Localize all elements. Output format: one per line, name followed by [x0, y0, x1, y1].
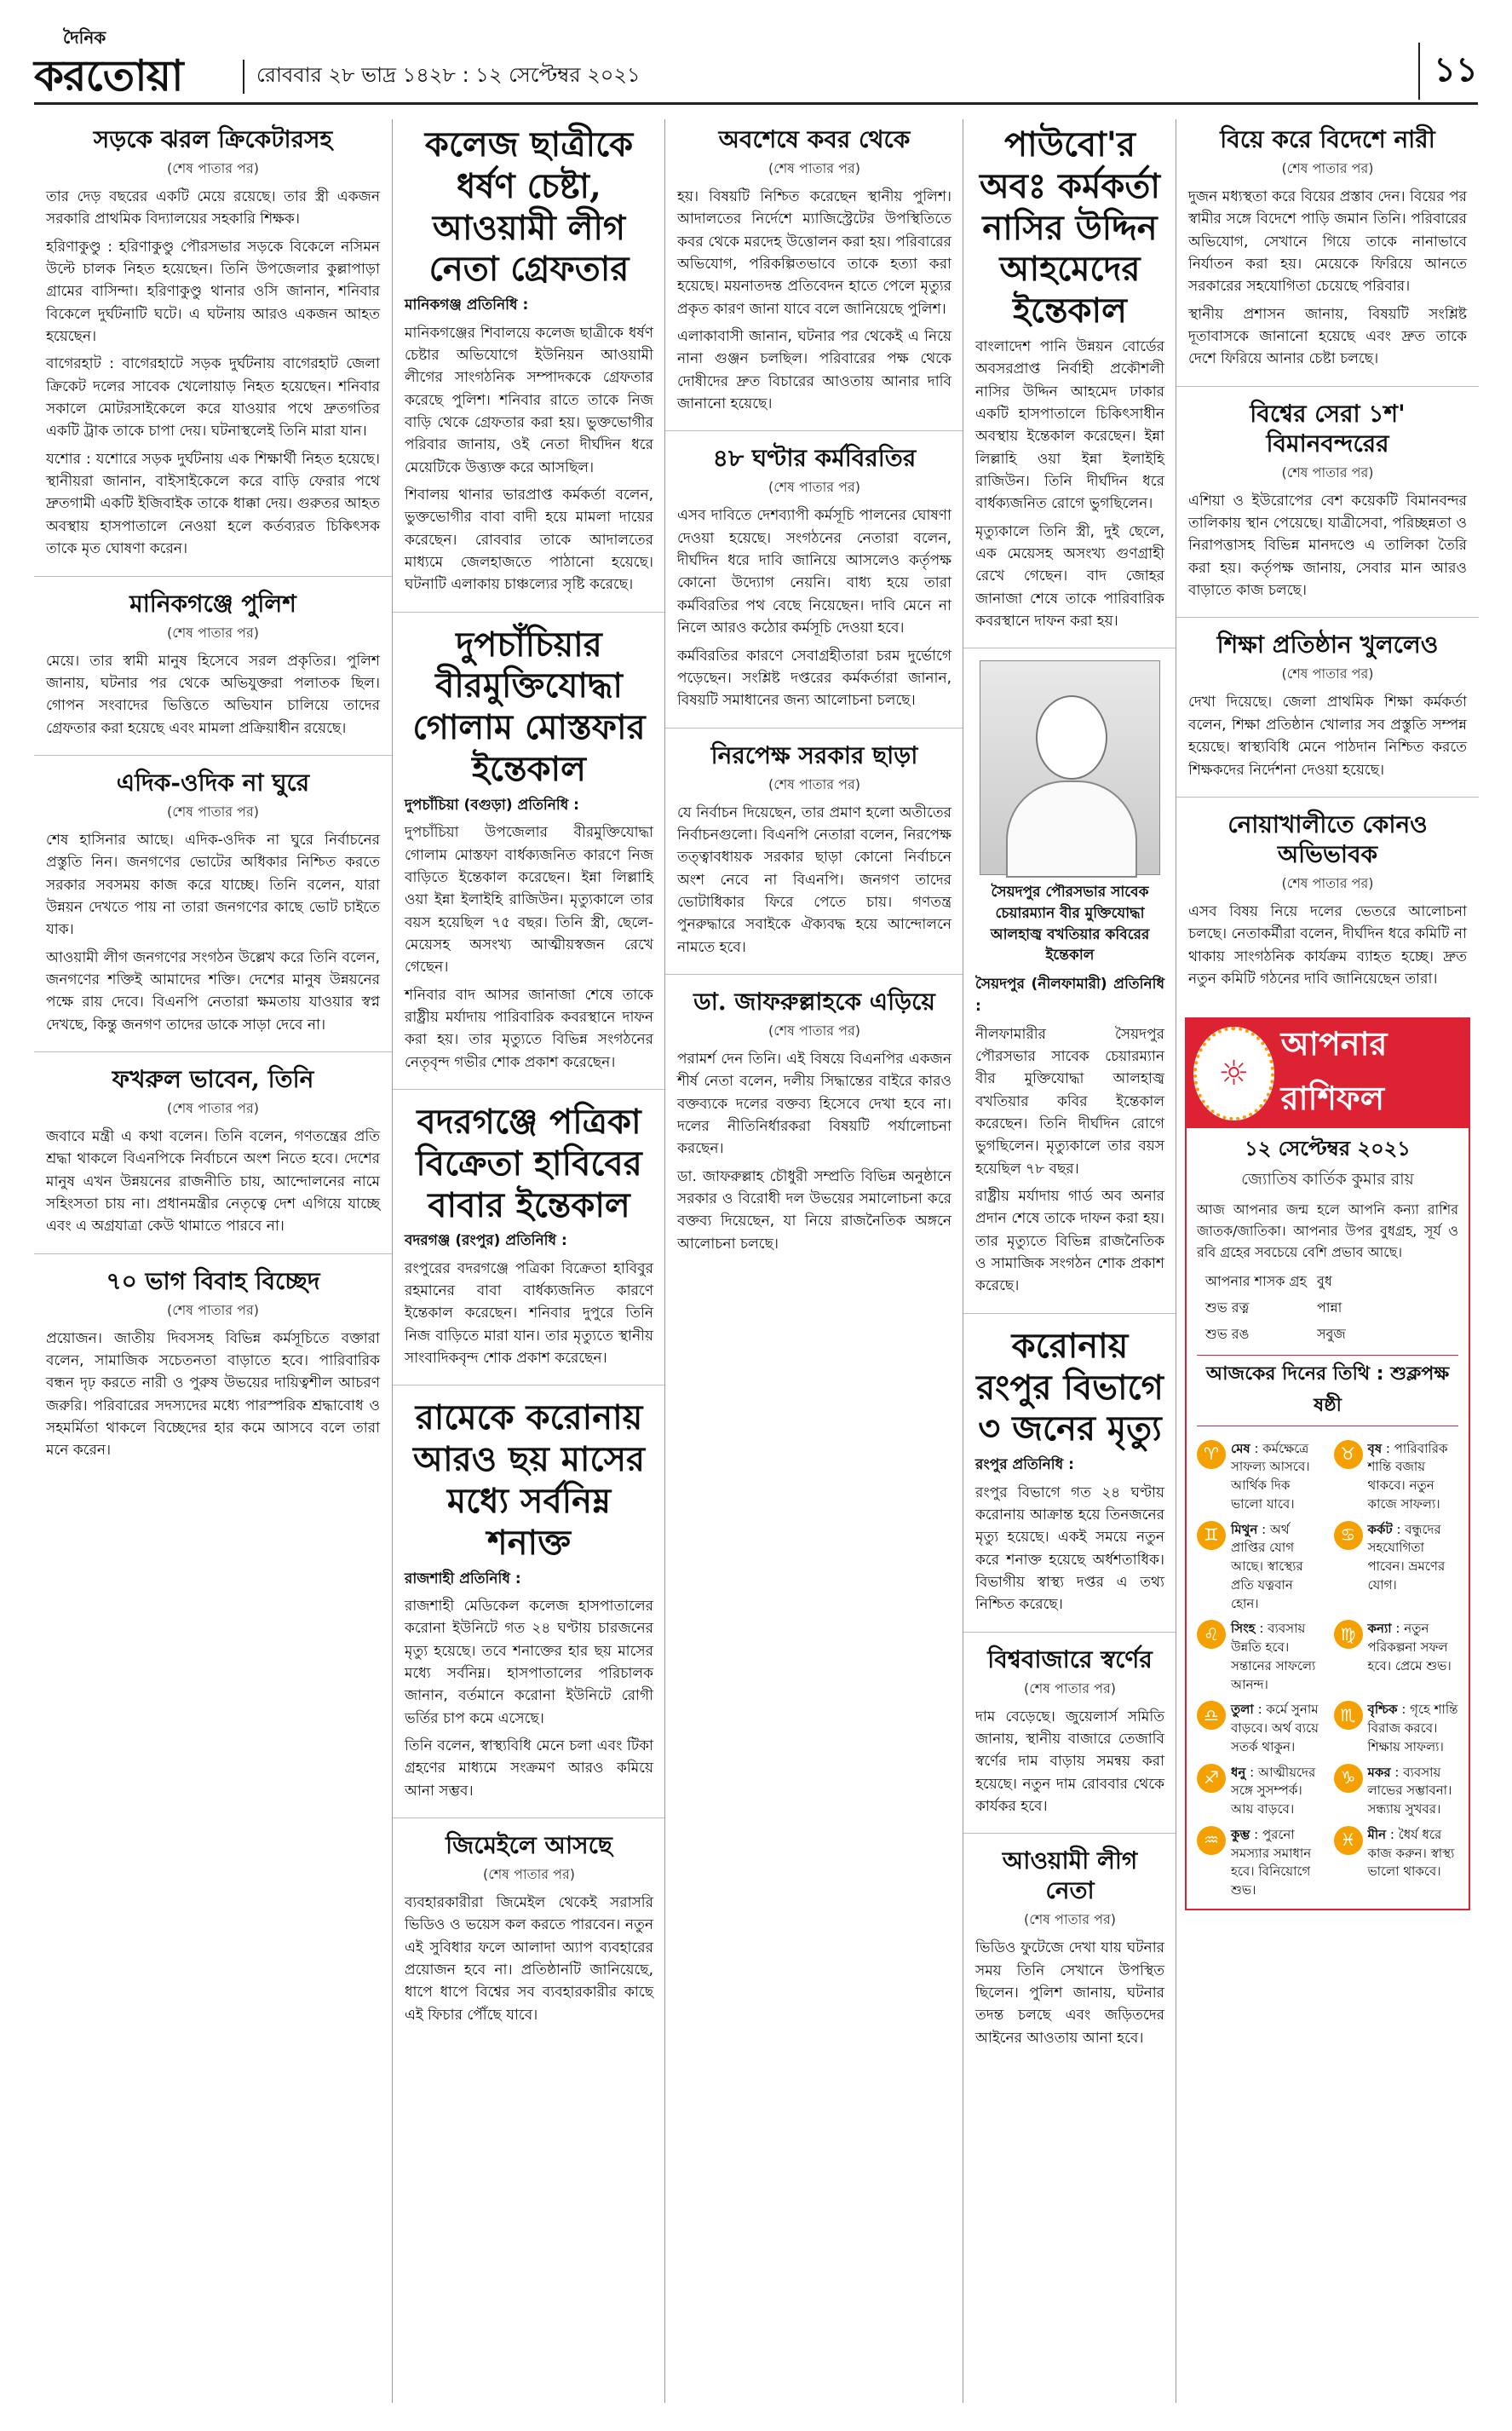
article [393, 1830, 665, 2042]
zodiac-sign-item [1334, 1620, 1459, 1694]
article [34, 768, 392, 1052]
page-number: ১১ [1418, 43, 1478, 100]
article-paragraph: ভিডিও ফুটেজে দেখা যায় ঘটনার সময় তিনি সেখানে উপস্থিত ছিলেন। পুলিশ জানায়, ঘটনার তদন্ত চলছে এবং জড়িতদের আইনের আওতায় আনা হবে। [975, 1939, 1164, 2047]
article-paragraph: রংপুরের বদরগঞ্জে পত্রিকা বিক্রেতা হাবিবুর রহমানের বাবা বার্ধক্যজনিত কারণে ইন্তেকাল করেছেন। শনিবার দুপুরে তিনি নিজ বাড়িতে মারা যান। তার মৃত্যুতে স্থানীয় সাংবাদিকবৃন্দ শোক প্রকাশ করেছেন। [405, 1259, 653, 1368]
zodiac-sign-icon: ♓ [1334, 1826, 1363, 1855]
zodiac-sign-name: মকর [1367, 1764, 1391, 1780]
zodiac-sign-text: তুলা : কর্মে সুনাম বাড়বে। অর্থ ব্যয়ে সতর্ক থাকুন। [1231, 1702, 1319, 1754]
zodiac-sign-text: মকর : ব্যবসায় লাভের সম্ভাবনা। সন্ধ্যায় সুখবর। [1367, 1764, 1452, 1817]
portrait-head-shape [1036, 695, 1107, 780]
dateline: রোববার ২৮ ভাদ্র ১৪২৮ : ১২ সেপ্টেম্বর ২০২১ [243, 60, 641, 94]
zodiac-sign-name: কর্কট [1367, 1521, 1393, 1537]
continuation-note: (শেষ পাতার পর) [1281, 160, 1374, 176]
article-paragraph: হয়। বিষয়টি নিশ্চিত করেছেন স্থানীয় পুলিশ। আদালতের নির্দেশে ম্যাজিস্ট্রেটের উপস্থিতিতে কবর থেকে মরদেহ উত্তোলন করা হয়। পরিবারের অভিযোগ, পরিকল্পিতভাবে তাকে হত্যা করা হয়েছে। ময়নাতদন্ত প্রতিবেদন হাতে পেলে মৃত্যুর প্রকৃত কারণ জানা যাবে বলে জানিয়েছে পুলিশ। [677, 188, 951, 318]
column-3 [664, 119, 963, 2403]
zodiac-sign-icon: ♑ [1334, 1764, 1363, 1793]
zodiac-sign-item [1334, 1826, 1459, 1900]
masthead [34, 17, 1478, 105]
article [963, 1846, 1176, 2065]
article-paragraph: বাংলাদেশ পানি উন্নয়ন বোর্ডের অবসরপ্রাপ্ত নির্বাহী প্রকৌশলী নাসির উদ্দিন আহমেদ ঢাকার একটি হাসপাতালে চিকিৎসাধীন অবস্থায় ইন্তেকাল করেছেন। ইন্না লিল্লাহি ওয়া ইন্না ইলাইহি রাজিউন। তিনি দীর্ঘদিন ধরে বার্ধক্যজনিত রোগে ভুগছিলেন। [975, 337, 1164, 513]
article-paragraph: প্রয়োজন। জাতীয় দিবসসহ বিভিন্ন কর্মসূচিতে বক্তারা বলেন, সামাজিক সচেতনতা বাড়াতে হবে। পারিবারিক বন্ধন দৃঢ় করতে নারী ও পুরুষ উভয়ের দায়িত্বশীল আচরণ জরুরি। পরিবারের সদস্যদের মধ্যে পারস্পরিক শ্রদ্ধাবোধ ও সহমর্মিতা থাকলে বিচ্ছেদের হার কমে আসবে বলে তারা মনে করেন। [46, 1329, 380, 1460]
zodiac-signs-grid [1187, 1433, 1469, 1900]
zodiac-sign-text: মিথুন : অর্থ প্রাপ্তির যোগ আছে। স্বাস্থ্যের প্রতি যত্নবান হোন। [1231, 1521, 1303, 1611]
horoscope-title: আপনার রাশিফল [1280, 1024, 1388, 1118]
article [1176, 809, 1479, 1005]
horoscope-author: জ্যোতিষ কার্তিক কুমার রায় [1241, 1170, 1414, 1190]
article-paragraph: যশোর : যশোরে সড়ক দুর্ঘটনায় এক শিক্ষার্থী নিহত হয়েছে। স্থানীয়রা জানান, বাইসাইকেলে করে বাড়ি ফেরার পথে দ্রুতগামী একটি ইজিবাইক তাকে ধাক্কা দেয়। গুরুতর আহত অবস্থায় হাসপাতালে নেওয়া হলে কর্তব্যরত চিকিৎসক তাকে মৃত ঘোষণা করেন। [46, 450, 380, 558]
article [1176, 124, 1479, 387]
article-paragraph: দুজন মধ্যস্থতা করে বিয়ের প্রস্তাব দেন। বিয়ের পর স্বামীর সঙ্গে বিদেশে পাড়ি জমান তিনি। পরিবারের অভিযোগ, সেখানে গিয়ে তাকে নানাভাবে নির্যাতন করা হয়। মেয়েকে ফিরিয়ে আনতে সরকারের সহযোগিতা চেয়েছে পরিবার। [1188, 188, 1467, 296]
photo-caption: সৈয়দপুর পৌরসভার সাবেক চেয়ারম্যান বীর মুক্তিযোদ্ধা আলহাজ্ব বখতিয়ার কবিরের ইন্তেকাল [990, 884, 1150, 965]
zodiac-sign-name: তুলা [1231, 1702, 1254, 1718]
article-headline: শিক্ষা প্রতিষ্ঠান খুললেও [1216, 631, 1439, 660]
article-paragraph: মৃত্যুকালে তিনি স্ত্রী, দুই ছেলে, এক মেয়েসহ অসংখ্য গুণগ্রাহী রেখে গেছেন। বাদ জোহর জানাজা শেষে তাকে পারিবারিক কবরস্থানে দাফন করা হয়। [975, 522, 1164, 631]
article-paragraph: মেয়ে। তার স্বামী মানুষ হিসেবে সরল প্রকৃতির। পুলিশ জানায়, ঘটনার পর থেকে অভিযুক্তরা পলাতক ছিল। গোপন সংবাদের ভিত্তিতে অভিযান চালিয়ে তাদের গ্রেফতার করা হয়েছে এবং মামলা প্রক্রিয়াধীন রয়েছে। [46, 652, 380, 737]
article-paragraph: ডা. জাফরুল্লাহ চৌধুরী সম্প্রতি বিভিন্ন অনুষ্ঠানে সরকার ও বিরোধী দল উভয়ের সমালোচনা করে বক্তব্য দিয়েছেন, যা নিয়ে রাজনৈতিক অঙ্গনে আলোচনা চলছে। [677, 1167, 951, 1253]
portrait-photo [980, 660, 1160, 875]
article-headline: বিশ্ববাজারে স্বর্ণের [987, 1645, 1153, 1673]
zodiac-sign-text: কুম্ভ : পুরনো সমস্যার সমাধান হবে। বিনিয়োগে শুভ। [1231, 1826, 1312, 1898]
zodiac-sign-forecast: নতুন পরিকল্পনা সফল হবে। প্রেমে শুভ। [1367, 1621, 1452, 1673]
continuation-note: (শেষ পাতার পর) [1281, 874, 1374, 891]
column-2 [392, 119, 665, 2403]
zodiac-sign-text: মীন : ধৈর্য ধরে কাজ করুন। স্বাস্থ্য ভালো থাকবে। [1367, 1826, 1455, 1880]
tithi-line: আজকের দিনের তিথি : শুক্লপক্ষ ষষ্ঠী [1197, 1355, 1458, 1426]
article-headline: ফখরুল ভাবেন, তিনি [112, 1064, 314, 1093]
article [665, 987, 963, 1270]
zodiac-sign-item [1197, 1620, 1322, 1694]
zodiac-sign-text: মেষ : কর্মক্ষেত্রে সাফল্য আসবে। আর্থিক দিক ভালো যাবে। [1231, 1440, 1310, 1512]
zodiac-sign-text: বৃষ : পারিবারিক শান্তি বজায় থাকবে। নতুন কাজে সাফল্য। [1367, 1440, 1448, 1512]
article-paragraph: এলাকাবাসী জানান, ঘটনার পর থেকেই এ নিয়ে নানা গুঞ্জন চলছিল। পরিবারের পক্ষ থেকে দোষীদের দ্রুত বিচারের আওতায় আনার দাবি জানানো হয়েছে। [677, 328, 951, 413]
continuation-note: (শেষ পাতার পর) [1281, 665, 1374, 683]
table-cell: আপনার শাসক গ্রহ [1205, 1272, 1307, 1289]
article-headline: এদিক-ওদিক না ঘুরে [116, 768, 310, 797]
zodiac-sign-text: সিংহ : ব্যবসায় উন্নতি হবে। সন্তানের সাফল্যে আনন্দ। [1231, 1621, 1316, 1692]
article-paragraph: স্থানীয় প্রশাসন জানায়, বিষয়টি সংশ্লিষ্ট দূতাবাসকে জানানো হয়েছে এবং দ্রুত তাকে দেশে ফিরিয়ে আনার চেষ্টা চলছে। [1188, 305, 1467, 368]
column-1 [34, 119, 392, 2403]
article-headline: সড়কে ঝরল ক্রিকেটারসহ [93, 125, 333, 153]
article-paragraph: দুপচাঁচিয়া উপজেলার বীরমুক্তিযোদ্ধা গোলাম মোস্তফা বার্ধক্যজনিত কারণে নিজ বাড়িতে ইন্তেকাল করেছেন। ইন্না লিল্লাহি ওয়া ইন্না ইলাইহি রাজিউন। মৃত্যুকালে তার বয়স হয়েছিল ৭৫ বছর। তিনি স্ত্রী, ছেলে-মেয়েসহ অসংখ্য আত্মীয়স্বজন রেখে গেছেন। [405, 824, 653, 976]
zodiac-sign-forecast: অর্থ প্রাপ্তির যোগ আছে। স্বাস্থ্যের প্রতি যত্নবান হোন। [1231, 1521, 1303, 1611]
article-byline: রাজশাহী প্রতিনিধি : [405, 1570, 521, 1587]
article [34, 1266, 392, 1478]
zodiac-sign-forecast: আত্মীয়দের সঙ্গে সুসম্পর্ক। আয় বাড়বে। [1231, 1764, 1316, 1817]
continuation-note: (শেষ পাতার পর) [1023, 1911, 1117, 1928]
article-paragraph: যে নির্বাচন দিয়েছেন, তার প্রমাণ হলো অতীতের নির্বাচনগুলো। বিএনপি নেতারা বলেন, নিরপেক্ষ তত্ত্বাবধায়ক সরকার ছাড়া কোনো নির্বাচনে অংশ নেবে না বিএনপি। জনগণ তাদের ভোটাধিকার ফিরে পেতে চায়। গণতন্ত্র পুনরুদ্ধারে সবাইকে ঐক্যবদ্ধ হয়ে আন্দোলনে নামতে হবে। [677, 804, 951, 956]
zodiac-sign-icon: ♒ [1197, 1826, 1226, 1855]
zodiac-sign-text: ধনু : আত্মীয়দের সঙ্গে সুসম্পর্ক। আয় বাড়বে। [1231, 1764, 1316, 1817]
article [393, 124, 665, 613]
zodiac-sign-name: মিথুন [1231, 1521, 1258, 1537]
zodiac-sign-forecast: বন্ধুদের সহযোগিতা পাবেন। ভ্রমণের যোগ। [1367, 1521, 1446, 1593]
article-byline: সৈয়দপুর (নীলফামারী) প্রতিনিধি : [975, 976, 1164, 1016]
article [34, 1064, 392, 1254]
zodiac-sign-name: ধনু [1231, 1764, 1246, 1780]
zodiac-sign-forecast: কর্মে সুনাম বাড়বে। অর্থ ব্যয়ে সতর্ক থাকুন। [1231, 1702, 1319, 1754]
article-paragraph: নীলফামারীর সৈয়দপুর পৌরসভার সাবেক চেয়ারম্যান বীর মুক্তিযোদ্ধা আলহাজ্ব বখতিয়ার কবির ইন্তেকাল করেছেন। তিনি দীর্ঘদিন রোগে ভুগছিলেন। মৃত্যুকালে তার বয়স হয়েছিল ৭৮ বছর। [975, 1025, 1164, 1178]
article-paragraph: শিবালয় থানার ভারপ্রাপ্ত কর্মকর্তা বলেন, ভুক্তভোগীর বাবা বাদী হয়ে মামলা দায়ের করেছেন। রোববার তাকে আদালতের মাধ্যমে জেলহাজতে পাঠানো হয়েছে। ঘটনাটি এলাকায় চাঞ্চল্যের সৃষ্টি করেছে। [405, 486, 653, 594]
continuation-note: (শেষ পাতার পর) [767, 479, 861, 496]
zodiac-sign-item [1197, 1764, 1322, 1819]
article [963, 124, 1176, 648]
article-byline: বদরগঞ্জ (রংপুর) প্রতিনিধি : [405, 1232, 567, 1250]
article-headline: বদরগঞ্জে পত্রিকা বিক্রেতা হাবিবের বাবার ইন্তেকাল [416, 1101, 642, 1225]
zodiac-sign-name: সিংহ [1231, 1621, 1256, 1637]
table-cell: শুভ রঙ [1205, 1325, 1250, 1342]
horoscope-date: ১২ সেপ্টেম্বর ২০২১ [1245, 1137, 1411, 1161]
article-paragraph: শনিবার বাদ আসর জানাজা শেষে তাকে রাষ্ট্রীয় মর্যাদায় পারিবারিক কবরস্থানে দাফন করা হয়। তার মৃত্যুতে বিভিন্ন সংগঠনের নেতৃবৃন্দ গভীর শোক প্রকাশ করেছেন। [405, 986, 653, 1071]
article [665, 740, 963, 975]
article-paragraph: জবাবে মন্ত্রী এ কথা বলেন। তিনি বলেন, গণতন্ত্রের প্রতি শ্রদ্ধা থাকলে বিএনপিকে নির্বাচনে অংশ নিতে হবে। দেশের মানুষ এখন উন্নয়নের রাজনীতি চায়, আন্দোলনের নামে সহিংসতা চায় না। প্রধানমন্ত্রীর নেতৃত্বে দেশ এগিয়ে যাচ্ছে এবং এ অগ্রযাত্রা কেউ থামাতে পারবে না। [46, 1127, 380, 1236]
article-paragraph: আওয়ামী লীগ জনগণের সংগঠন উল্লেখ করে তিনি বলেন, জনগণের শক্তিই আমাদের শক্তি। দেশের মানুষ উন্নয়নের পক্ষে রায় দেবে। বিএনপি নেতারা ক্ষমতায় যাওয়ার স্বপ্ন দেখছে, কিন্তু জনগণ তাদের ডাকে সাড়া দেবে না। [46, 948, 380, 1034]
newspaper-logo [34, 26, 230, 101]
zodiac-sign-name: কন্যা [1367, 1621, 1392, 1637]
article-headline: ৭০ ভাগ বিবাহ বিচ্ছেদ [106, 1266, 320, 1295]
zodiac-sign-forecast: ব্যবসায় লাভের সম্ভাবনা। সন্ধ্যায় সুখবর। [1367, 1764, 1452, 1817]
article-headline: করোনায় রংপুর বিভাগে ৩ জনের মৃত্যু [976, 1325, 1164, 1449]
zodiac-sign-forecast: পারিবারিক শান্তি বজায় থাকবে। নতুন কাজে সাফল্য। [1367, 1440, 1448, 1512]
continuation-note: (শেষ পাতার পর) [166, 624, 260, 641]
zodiac-sign-icon: ♉ [1334, 1440, 1363, 1469]
column-5 [1176, 119, 1479, 2403]
article-headline: ডা. জাফরুল্লাহকে এড়িয়ে [693, 987, 935, 1016]
article-paragraph: এশিয়া ও ইউরোপের বেশ কয়েকটি বিমানবন্দর তালিকায় স্থান পেয়েছে। যাত্রীসেবা, পরিচ্ছন্নতা ও নিরাপত্তাসহ বিভিন্ন মানদণ্ডে এ তালিকা তৈরি করা হয়। কর্তৃপক্ষ জানায়, সেবার মান আরও বাড়াতে কাজ চলছে। [1188, 492, 1467, 600]
horoscope-table [1200, 1269, 1351, 1348]
article-headline: পাউবো'র অবঃ কর্মকর্তা নাসির উদ্দিন আহমেদের ইন্তেকাল [980, 124, 1160, 331]
article [34, 124, 392, 577]
article [34, 589, 392, 756]
table-row [1200, 1295, 1351, 1322]
table-cell: সবুজ [1316, 1325, 1346, 1342]
article-paragraph: কর্মবিরতির কারণে সেবাগ্রহীতারা চরম দুর্ভোগে পড়েছেন। সংশ্লিষ্ট দপ্তরের কর্মকর্তারা জানান, বিষয়টি সমাধানের জন্য আলোচনা চলছে। [677, 647, 951, 710]
article [1176, 399, 1479, 619]
continuation-note: (শেষ পাতার পর) [166, 1099, 260, 1116]
zodiac-sign-item [1334, 1440, 1459, 1514]
zodiac-sign-name: মেষ [1231, 1440, 1250, 1456]
article-paragraph: পরামর্শ দেন তিনি। এই বিষয়ে বিএনপির একজন শীর্ষ নেতা বলেন, দলীয় সিদ্ধান্তের বাইরে কারও বক্তব্যকে দলের বক্তব্য হিসেবে দেখা হবে না। দলের নীতিনির্ধারকরা বিষয়টি পর্যালোচনা করছেন। [677, 1050, 951, 1158]
zodiac-sign-text: কর্কট : বন্ধুদের সহযোগিতা পাবেন। ভ্রমণের যোগ। [1367, 1521, 1446, 1593]
zodiac-sign-item [1197, 1440, 1322, 1514]
article-byline: রংপুর প্রতিনিধি : [975, 1456, 1074, 1474]
table-cell: পান্না [1316, 1299, 1342, 1316]
zodiac-sign-name: কুম্ভ [1231, 1826, 1250, 1842]
article-headline: বিয়ে করে বিদেশে নারী [1220, 125, 1435, 153]
continuation-note: (শেষ পাতার পর) [166, 803, 260, 820]
zodiac-wheel-icon: ☼ [1193, 1027, 1274, 1120]
horoscope-intro: আজ আপনার জন্ম হলে আপনি কন্যা রাশির জাতক/জাতিকা। আপনার উপর বুধগ্রহ, সূর্য ও রবি গ্রহের সবচেয়ে বেশি প্রভাব আছে। [1197, 1201, 1458, 1260]
article [963, 1645, 1176, 1835]
zodiac-sign-item [1197, 1521, 1322, 1614]
zodiac-sign-text: কন্যা : নতুন পরিকল্পনা সফল হবে। প্রেমে শুভ। [1367, 1621, 1452, 1673]
article-paragraph: দেখা দিয়েছে। জেলা প্রাথমিক শিক্ষা কর্মকর্তা বলেন, শিক্ষা প্রতিষ্ঠান খোলার সব প্রস্তুতি সম্পন্ন হয়েছে। স্বাস্থ্যবিধি মেনে পাঠদান নিশ্চিত করতে শিক্ষকদের নির্দেশনা দেওয়া হয়েছে। [1188, 694, 1467, 779]
zodiac-sign-icon: ♋ [1334, 1521, 1363, 1550]
zodiac-sign-name: বৃষ [1367, 1440, 1383, 1456]
zodiac-sign-icon: ♈ [1197, 1440, 1226, 1469]
continuation-note: (শেষ পাতার পর) [767, 775, 861, 792]
table-cell: শুভ রত্ন [1205, 1299, 1250, 1316]
zodiac-sign-icon: ♊ [1197, 1521, 1226, 1550]
zodiac-sign-text: বৃশ্চিক : গৃহে শান্তি বিরাজ করবে। শিক্ষায় সাফল্য। [1367, 1702, 1458, 1754]
article-headline: মানিকগঞ্জে পুলিশ [129, 589, 296, 618]
article-headline: কলেজ ছাত্রীকে ধর্ষণ চেষ্টা, আওয়ামী লীগ নেতা গ্রেফতার [424, 124, 634, 290]
article [393, 1102, 665, 1385]
continuation-note: (শেষ পাতার পর) [482, 1866, 576, 1883]
article-paragraph: রাজশাহী মেডিকেল কলেজ হাসপাতালের করোনা ইউনিটে গত ২৪ ঘণ্টায় চারজনের মৃত্যু হয়েছে। তবে শনাক্তের হার ছয় মাসের মধ্যে সর্বনিম্ন। হাসপাতালের পরিচালক জানান, বর্তমানে করোনা ইউনিটে রোগী ভর্তির চাপ কমে এসেছে। [405, 1597, 653, 1727]
article-paragraph: বাগেরহাট : বাগেরহাটে সড়ক দুর্ঘটনায় বাগেরহাট জেলা ক্রিকেট দলের সাবেক খেলোয়াড় নিহত হয়েছেন। শনিবার সকালে মোটরসাইকেলে করে যাওয়ার পথে দ্রুতগতির একটি ট্রাক তাকে চাপা দেয়। ঘটনাস্থলেই তিনি মারা যান। [46, 355, 380, 441]
zodiac-sign-item [1334, 1764, 1459, 1819]
article [1176, 630, 1479, 797]
horoscope-box [1185, 1017, 1470, 1910]
newspaper-page [34, 119, 1478, 2403]
zodiac-sign-icon: ♏ [1334, 1701, 1363, 1730]
zodiac-sign-name: মীন [1367, 1826, 1387, 1842]
zodiac-sign-forecast: গৃহে শান্তি বিরাজ করবে। শিক্ষায় সাফল্য। [1367, 1702, 1458, 1754]
article-headline: নোয়াখালীতে কোনও অভিভাবক [1227, 809, 1428, 868]
article-headline: দুপচাঁচিয়ার বীরমুক্তিযোদ্ধা গোলাম মোস্তফার ইন্তেকাল [412, 624, 646, 790]
table-row [1200, 1322, 1351, 1348]
article-headline: নিরপেক্ষ সরকার ছাড়া [710, 740, 918, 769]
article-byline: মানিকগঞ্জ প্রতিনিধি : [405, 297, 529, 314]
article-paragraph: এসব দাবিতে দেশব্যাপী কর্মসূচি পালনের ঘোষণা দেওয়া হয়েছে। সংগঠনের নেতারা বলেন, দীর্ঘদিন ধরে দাবি জানিয়ে আসলেও কর্তৃপক্ষ কোনো উদ্যোগ নেয়নি। বাধ্য হয়ে তারা কর্মবিরতির পথ বেছে নিয়েছেন। দাবি মেনে না নিলে আরও কঠোর কর্মসূচি দেওয়া হবে। [677, 507, 951, 637]
portrait-body-shape [1006, 781, 1137, 878]
logo-big-text: করতোয়া [34, 51, 183, 101]
article-headline: বিশ্বের সেরা ১শ' বিমানবন্দরের [1250, 399, 1406, 458]
article-headline: ৪৮ ঘণ্টার কর্মবিরতির [712, 444, 917, 473]
article-headline: জিমেইলে আসছে [446, 1831, 612, 1860]
logo-small-text: দৈনিক [63, 27, 106, 48]
continuation-note: (শেষ পাতার পর) [1281, 464, 1374, 481]
continuation-note: (শেষ পাতার পর) [166, 1301, 260, 1318]
zodiac-sign-forecast: পুরনো সমস্যার সমাধান হবে। বিনিয়োগে শুভ। [1231, 1826, 1312, 1898]
article-byline: দুপচাঁচিয়া (বগুড়া) প্রতিনিধি : [405, 796, 579, 814]
article-paragraph: তিনি বলেন, স্বাস্থ্যবিধি মেনে চলা এবং টিকা গ্রহণের মাধ্যমে সংক্রমণ আরও কমিয়ে আনা সম্ভব। [405, 1737, 653, 1800]
zodiac-sign-item [1334, 1701, 1459, 1756]
article-paragraph: রাষ্ট্রীয় মর্যাদায় গার্ড অব অনার প্রদান শেষে তাকে দাফন করা হয়। তার মৃত্যুতে বিভিন্ন রাজনৈতিক ও সামাজিক সংগঠন শোক প্রকাশ করেছে। [975, 1188, 1164, 1295]
zodiac-sign-forecast: ব্যবসায় উন্নতি হবে। সন্তানের সাফল্যে আনন্দ। [1231, 1621, 1316, 1692]
article-paragraph: শেষ হাসিনার আছে। এদিক-ওদিক না ঘুরে নির্বাচনের প্রস্তুতি নিন। জনগণের ভোটের অধিকার নিশ্চিত করতে সরকার সবসময় কাজ করে যাচ্ছে। তিনি বলেন, যারা উন্নয়ন দেখতে পায় না তারা জনগণের কাছে ভোট চাইতে যাক। [46, 831, 380, 939]
zodiac-sign-icon: ♌ [1197, 1620, 1226, 1649]
article-headline: রামেকে করোনায় আরও ছয় মাসের মধ্যে সর্বনিম্ন শনাক্ত [412, 1397, 646, 1563]
horoscope-header [1187, 1019, 1469, 1128]
table-cell: বুধ [1316, 1272, 1332, 1289]
zodiac-sign-item [1334, 1521, 1459, 1614]
article-paragraph: তার দেড় বছরের একটি মেয়ে রয়েছে। তার স্ত্রী একজন সরকারি প্রাথমিক বিদ্যালয়ের সহকারি শিক্ষক। [46, 188, 380, 228]
article [665, 443, 963, 728]
zodiac-sign-name: বৃশ্চিক [1367, 1702, 1398, 1718]
continuation-note: (শেষ পাতার পর) [767, 1022, 861, 1039]
article-paragraph: ব্যবহারকারীরা জিমেইল থেকেই সরাসরি ভিডিও ও ভয়েস কল করতে পারবেন। নতুন এই সুবিধার ফলে আলাদা অ্যাপ ব্যবহারের প্রয়োজন হবে না। প্রতিষ্ঠানটি জানিয়েছে, ধাপে ধাপে বিশ্বের সব ব্যবহারকারীর কাছে এই ফিচার পৌঁছে যাবে। [405, 1894, 653, 2024]
zodiac-sign-forecast: ধৈর্য ধরে কাজ করুন। স্বাস্থ্য ভালো থাকবে। [1367, 1826, 1455, 1880]
article-headline: অবশেষে কবর থেকে [718, 125, 911, 153]
article [393, 625, 665, 1090]
article [963, 660, 1176, 1313]
article-paragraph: দাম বেড়েছে। জুয়েলার্স সমিতি জানায়, স্থানীয় বাজারে তেজাবি স্বর্ণের দাম বাড়ায় সমন্বয় করা হয়েছে। নতুন দাম রোববার থেকে কার্যকর হবে। [975, 1708, 1164, 1815]
continuation-note: (শেষ পাতার পর) [767, 160, 861, 176]
column-4 [963, 119, 1176, 2403]
zodiac-sign-icon: ♎ [1197, 1701, 1226, 1730]
article-paragraph: রংপুর বিভাগে গত ২৪ ঘণ্টায় করোনায় আক্রান্ত হয়ে তিনজনের মৃত্যু হয়েছে। একই সময়ে নতুন করে শনাক্ত হয়েছে অর্ধশতাধিক। বিভাগীয় স্বাস্থ্য দপ্তর এ তথ্য নিশ্চিত করেছে। [975, 1483, 1164, 1614]
article [665, 124, 963, 431]
article-paragraph: হরিণাকুণ্ডু : হরিণাকুণ্ডু পৌরসভার সড়কে বিকেলে নসিমন উল্টে চালক নিহত হয়েছেন। তিনি উপজেলার কুল্লাপাড়া গ্রামের বাসিন্দা। হরিণাকুণ্ডু থানার ওসি জানান, শনিবার বিকেলে দুর্ঘটনাটি ঘটে। এ ঘটনায় আরও একজন আহত হয়েছেন। [46, 238, 380, 346]
zodiac-sign-forecast: কর্মক্ষেত্রে সাফল্য আসবে। আর্থিক দিক ভালো যাবে। [1231, 1440, 1310, 1512]
continuation-note: (শেষ পাতার পর) [166, 160, 260, 176]
zodiac-sign-icon: ♍ [1334, 1620, 1363, 1649]
article [963, 1326, 1176, 1633]
zodiac-sign-item [1197, 1826, 1322, 1900]
zodiac-sign-item [1197, 1701, 1322, 1756]
article-paragraph: এসব বিষয় নিয়ে দলের ভেতরে আলোচনা চলছে। নেতাকর্মীরা বলেন, দীর্ঘদিন ধরে কমিটি না থাকায় সাংগঠনিক কার্যক্রম ব্যাহত হচ্ছে। দ্রুত নতুন কমিটি গঠনের দাবি জানিয়েছেন তারা। [1188, 902, 1467, 988]
continuation-note: (শেষ পাতার পর) [1023, 1679, 1117, 1697]
article-headline: আওয়ামী লীগ নেতা [1002, 1846, 1138, 1905]
table-row [1200, 1269, 1351, 1295]
article-paragraph: মানিকগঞ্জের শিবালয়ে কলেজ ছাত্রীকে ধর্ষণ চেষ্টার অভিযোগে ইউনিয়ন আওয়ামী লীগের সাংগঠনিক সম্পাদককে গ্রেফতার করেছে পুলিশ। শনিবার রাতে তাকে নিজ বাড়ি থেকে গ্রেফতার করা হয়। ভুক্তভোগীর পরিবার জানায়, ওই নেতা দীর্ঘদিন ধরে মেয়েটিকে উত্ত্যক্ত করে আসছিল। [405, 324, 653, 476]
article [393, 1397, 665, 1818]
zodiac-sign-icon: ♐ [1197, 1764, 1226, 1793]
